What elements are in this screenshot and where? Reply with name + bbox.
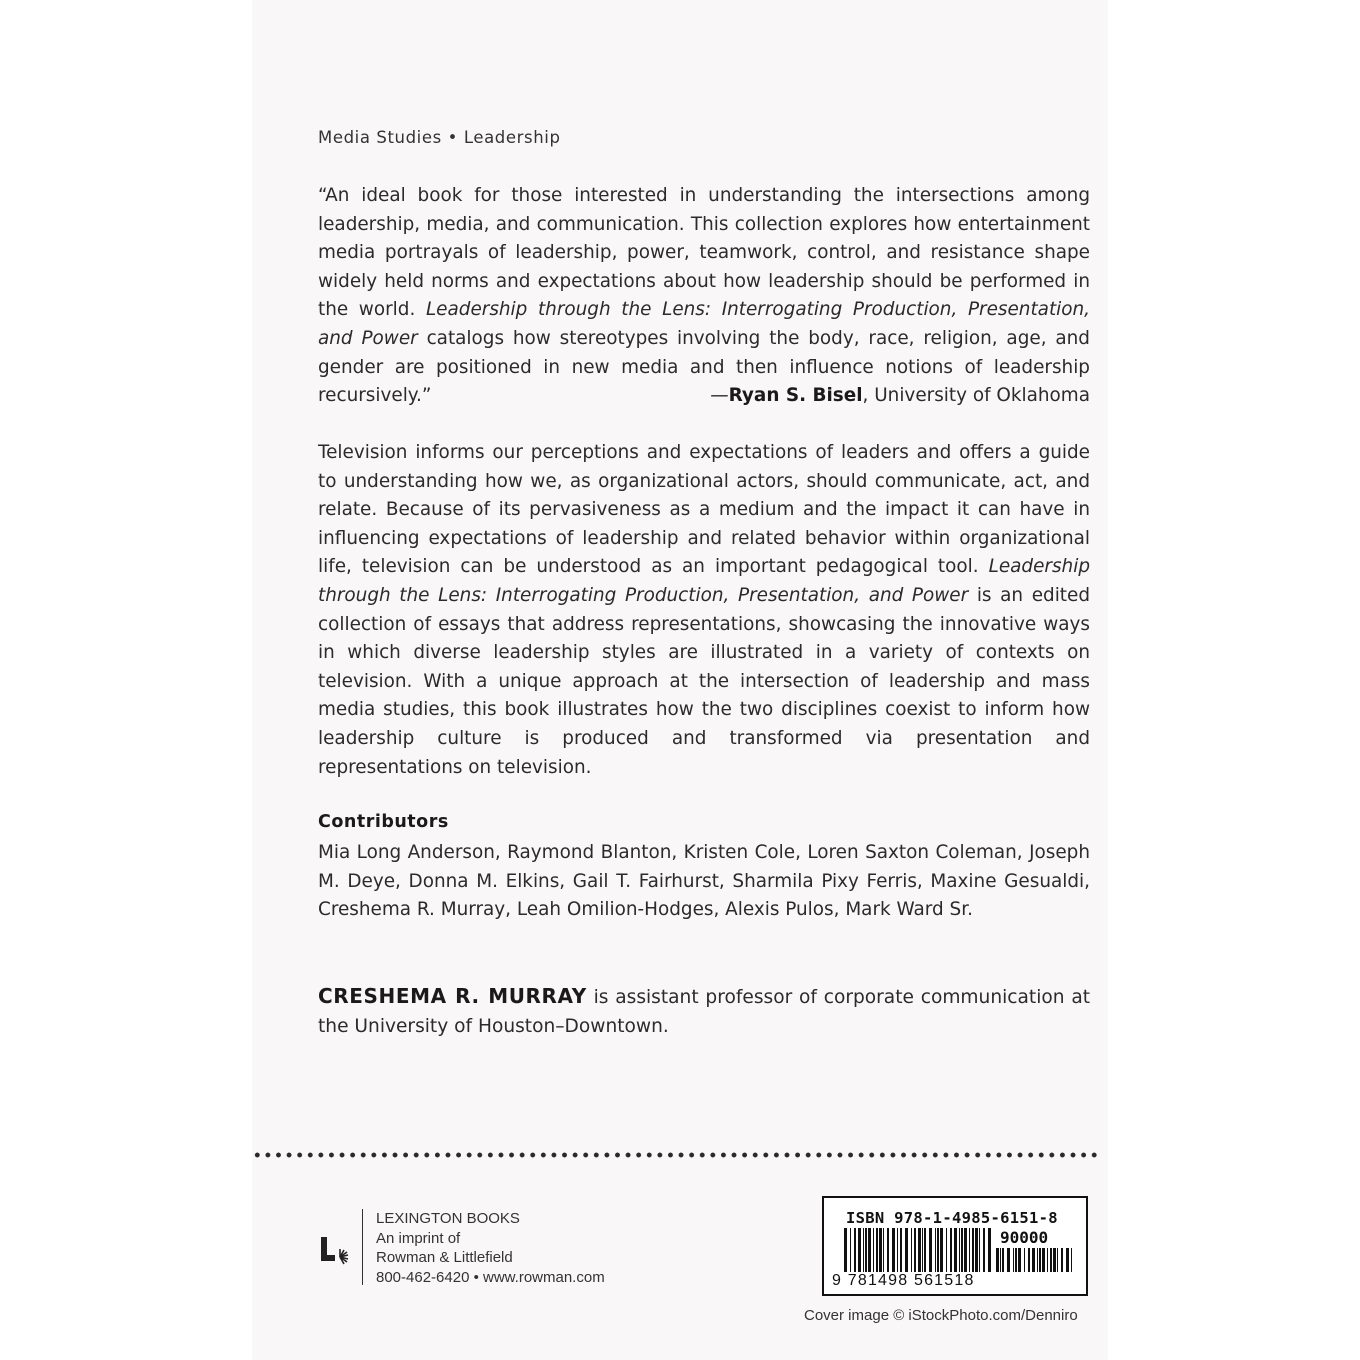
- quote-text: “An ideal book for those interested in understanding the intersections among leadership, media, and communication. This collection explores how entertainment media portrayals of leadership, power, teamwork, control, and resistance shape widely held norms and expectations about how leadership should be performed in the world.: [318, 185, 1090, 321]
- barcode-bar: [914, 1228, 916, 1272]
- barcode-bar: [879, 1228, 882, 1272]
- barcode-bar: [911, 1228, 912, 1272]
- description-book-title: Leadership through the Lens: Interrogating Production, Presentation, and Power: [318, 556, 1090, 606]
- barcode-bar: [1061, 1248, 1063, 1272]
- barcode-bar: [1047, 1248, 1048, 1272]
- endorser-affiliation: , University of Oklahoma: [862, 385, 1090, 407]
- barcode-bar: [863, 1228, 864, 1272]
- quote-attribution: —Ryan S. Bisel, University of Oklahoma: [710, 385, 1090, 407]
- barcode-bar: [1037, 1248, 1038, 1272]
- cover-image-credit: Cover image © iStockPhoto.com/Denniro: [804, 1307, 1078, 1324]
- barcode-bar: [922, 1228, 923, 1272]
- publisher-divider: [362, 1209, 363, 1285]
- description-text-end: is an edited collection of essays that address representations, showcasing the innovative ways in which diverse leadership styles are illustrated in a variety of contexts on television. With a unique approach at the intersection of leadership and mass media studies, this book illustrates how the two disciplines coexist to inform how leadership culture is produced and transformed via presentation and representations on television.: [318, 584, 1090, 778]
- contributors-heading: Contributors: [318, 812, 449, 832]
- barcode-bar: [946, 1228, 947, 1272]
- price-barcode-bars: [996, 1248, 1074, 1272]
- barcode-bar: [937, 1228, 939, 1272]
- barcode-bar: [844, 1228, 847, 1272]
- author-bio-text: is assistant professor of corporate communication at the University of Houston–Downtown.: [318, 987, 1090, 1037]
- barcode-bar: [983, 1228, 985, 1272]
- publisher-imprint: An imprint of: [376, 1229, 461, 1247]
- isbn-number: ISBN 978-1-4985-6151-8: [846, 1209, 1058, 1227]
- barcode-bar: [918, 1228, 921, 1272]
- barcode-bars: [844, 1228, 994, 1272]
- quote-book-title: Leadership through the Lens: Interrogating Production, Presentation, and Power: [318, 299, 1091, 349]
- barcode-bar: [905, 1228, 908, 1272]
- barcode-bar: [887, 1228, 889, 1272]
- barcode-bar: [854, 1228, 856, 1272]
- barcode-bar: [1018, 1248, 1021, 1272]
- barcode-bar: [858, 1228, 861, 1272]
- barcode-bar: [979, 1228, 980, 1272]
- barcode-bar: [865, 1228, 867, 1272]
- publisher-contact: 800-462-6420 • www.rowman.com: [376, 1268, 605, 1286]
- barcode-bar: [1039, 1248, 1041, 1272]
- endorser-name: Ryan S. Bisel: [728, 385, 863, 407]
- barcode-bar: [892, 1228, 895, 1272]
- author-bio: [318, 982, 1090, 1041]
- publisher-name: LEXINGTON BOOKS: [376, 1210, 520, 1227]
- description-text: Television informs our perceptions and expectations of leaders and offers a guide to understanding how we, as organizational actors, should communicate, act, and relate. Because of its pervasiveness as a medium and the impact it can have in influencing expectations of leadership and related behavior within organizational life, television can be understood as an important pedagogical tool.: [318, 442, 1090, 578]
- barcode-bar: [959, 1228, 960, 1272]
- publisher-info: [376, 1209, 605, 1287]
- barcode-bar: [1028, 1248, 1030, 1272]
- quote-text-end: catalogs how stereotypes involving the body, race, religion, age, and gender are positioned in new media and then influence notions of leadership recursively.”: [318, 327, 1090, 407]
- barcode-bar: [972, 1228, 974, 1272]
- endorsement-quote: [318, 182, 1090, 411]
- barcode-bar: [1024, 1248, 1025, 1272]
- barcode-bar: [897, 1228, 898, 1272]
- price-code: 90000: [1000, 1228, 1049, 1247]
- dotted-divider: [252, 1151, 1098, 1159]
- author-name: CRESHEMA R. MURRAY: [318, 984, 587, 1008]
- publisher-parent: Rowman & Littlefield: [376, 1249, 513, 1266]
- barcode-bar: [1007, 1248, 1010, 1272]
- barcode-bar: [929, 1228, 932, 1272]
- publisher-logo-icon: [318, 1233, 352, 1267]
- barcode-bar: [988, 1228, 991, 1272]
- barcode-bar: [900, 1228, 902, 1272]
- barcode-bar: [954, 1228, 957, 1272]
- contributors-list: Mia Long Anderson, Raymond Blanton, Kristen Cole, Loren Saxton Coleman, Joseph M. Deye, Donna M. Elkins, Gail T. Fairhurst, Sharmila Pixy Ferris, Maxine Gesualdi, Creshema R. Murray, Leah Omilion-Hodges, Alexis Pulos, Mark Ward Sr.: [318, 842, 1090, 921]
- barcode-bar: [1000, 1248, 1001, 1272]
- barcode-bar: [1013, 1248, 1014, 1272]
- barcode-bar: [1032, 1248, 1035, 1272]
- barcode-bar: [1053, 1248, 1056, 1272]
- category-label: Media Studies • Leadership: [318, 128, 561, 147]
- barcode-bar: [961, 1228, 963, 1272]
- barcode-bar: [868, 1228, 871, 1272]
- barcode-bar: [996, 1248, 999, 1272]
- barcode-bar: [1042, 1248, 1045, 1272]
- barcode-digits: 9 781498 561518: [832, 1272, 975, 1289]
- barcode-bar: [940, 1228, 943, 1272]
- barcode-bar: [950, 1228, 952, 1272]
- isbn-barcode: [822, 1196, 1088, 1296]
- barcode-bar: [975, 1228, 978, 1272]
- barcode-bar: [1002, 1248, 1004, 1272]
- barcode-bar: [935, 1228, 936, 1272]
- barcode-bar: [873, 1228, 874, 1272]
- barcode-bar: [964, 1228, 967, 1272]
- barcode-bar: [1015, 1248, 1017, 1272]
- barcode-bar: [850, 1228, 851, 1272]
- barcode-bar: [924, 1228, 926, 1272]
- book-description: [318, 439, 1090, 782]
- barcode-bar: [969, 1228, 970, 1272]
- barcode-bar: [876, 1228, 878, 1272]
- barcode-bar: [1071, 1248, 1072, 1272]
- barcode-bar: [1057, 1248, 1058, 1272]
- barcode-bar: [1050, 1248, 1052, 1272]
- barcode-bar: [1066, 1248, 1069, 1272]
- barcode-bar: [883, 1228, 884, 1272]
